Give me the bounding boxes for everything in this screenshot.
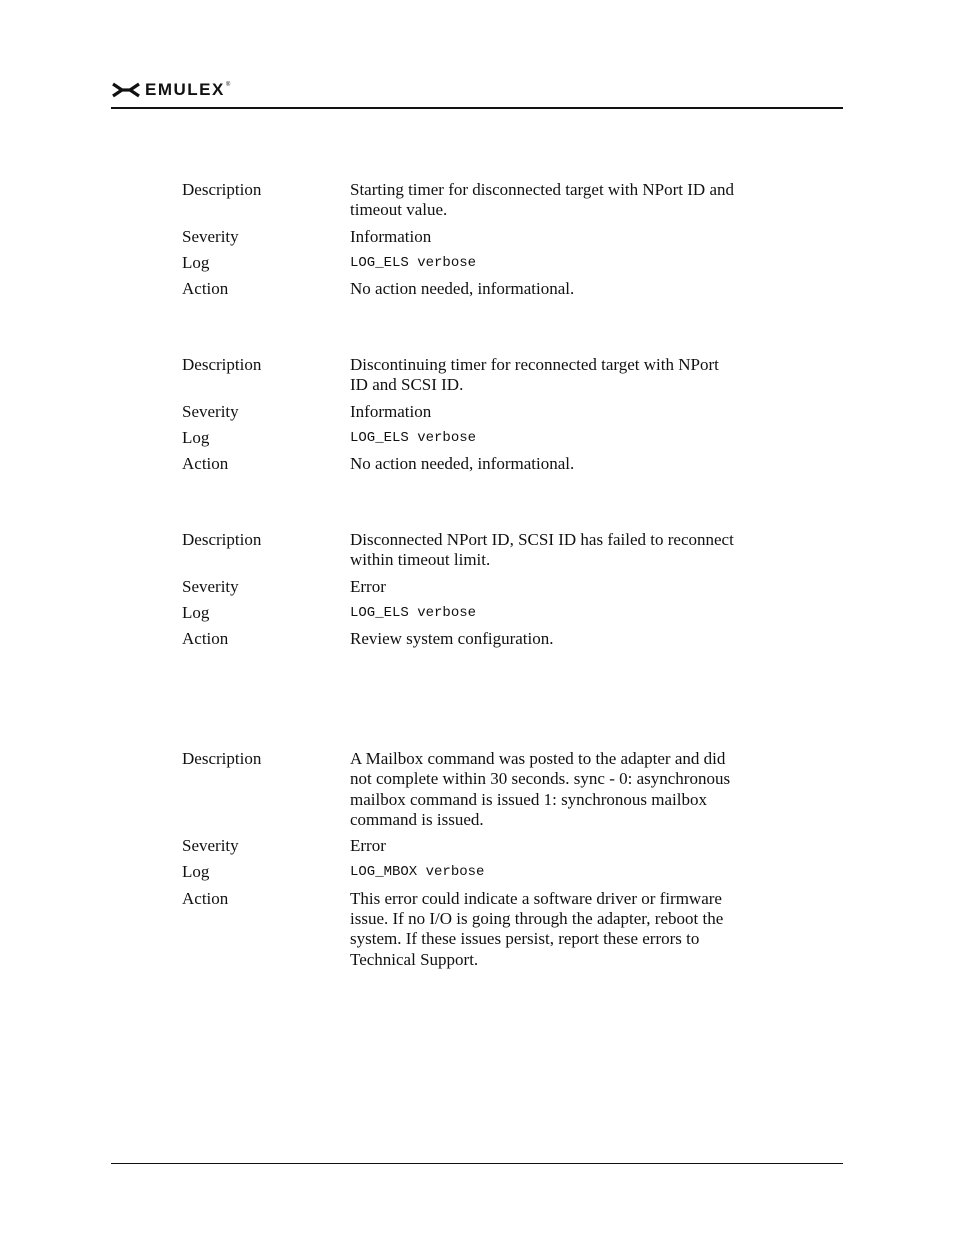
severity-label: Severity (182, 401, 239, 421)
log-value: LOG_ELS verbose (350, 254, 477, 271)
description-value: Starting timer for disconnected target with NPort ID and timeout value. (350, 180, 734, 220)
severity-label: Severity (182, 576, 239, 596)
severity-row (182, 402, 742, 422)
action-row (182, 889, 742, 970)
severity-row (182, 836, 742, 856)
log-label: Log (182, 602, 210, 622)
action-row (182, 629, 742, 649)
message-entry (182, 355, 742, 480)
description-label: Description (182, 530, 262, 549)
log-row (182, 253, 742, 273)
action-label: Action (182, 888, 229, 908)
log-value: LOG_ELS verbose (350, 429, 477, 446)
log-row (182, 862, 742, 882)
description-label: Description (182, 749, 262, 768)
log-label: Log (182, 862, 210, 882)
message-entry (182, 749, 742, 976)
severity-row (182, 227, 742, 247)
footer-rule (111, 1163, 843, 1164)
description-label: Description (182, 180, 262, 199)
description-row (182, 749, 742, 830)
log-label: Log (182, 427, 210, 447)
action-label: Action (182, 629, 229, 649)
action-value: No action needed, informational. (350, 279, 575, 299)
severity-row (182, 577, 742, 597)
description-row (182, 530, 742, 571)
log-label: Log (182, 252, 210, 272)
logo-trademark: ® (225, 82, 231, 88)
log-row (182, 603, 742, 623)
description-value: Discontinuing timer for reconnected target with NPort ID and SCSI ID. (350, 355, 719, 395)
log-value: LOG_ELS verbose (350, 604, 477, 621)
description-value: Disconnected NPort ID, SCSI ID has failed to reconnect within timeout limit. (350, 530, 734, 570)
action-value: Review system configuration. (350, 629, 554, 649)
severity-value: Error (350, 836, 386, 856)
description-value: A Mailbox command was posted to the adapter and did not complete within 30 seconds. sync - 0: asynchronous mailbox command is issued 1: synchronous mailbox command is issued. (350, 749, 731, 829)
description-row (182, 180, 742, 221)
severity-value: Error (350, 576, 386, 596)
action-label: Action (182, 454, 229, 474)
action-value: This error could indicate a software driver or firmware issue. If no I/O is going through the adapter, reboot the system. If these issues persist, report these errors to Technical Support. (350, 888, 724, 969)
emulex-logo-icon (111, 80, 141, 100)
header-rule (111, 107, 843, 109)
log-row (182, 428, 742, 448)
severity-label: Severity (182, 226, 239, 246)
emulex-logo (111, 80, 230, 100)
action-label: Action (182, 279, 229, 299)
description-row (182, 355, 742, 396)
message-entry (182, 530, 742, 655)
severity-value: Information (350, 226, 432, 246)
message-entry (182, 180, 742, 305)
action-row (182, 279, 742, 299)
logo-wordmark: EMULEX (145, 80, 225, 99)
severity-label: Severity (182, 836, 239, 856)
severity-value: Information (350, 401, 432, 421)
description-label: Description (182, 355, 262, 374)
action-value: No action needed, informational. (350, 454, 575, 474)
page-header (111, 78, 843, 110)
action-row (182, 454, 742, 474)
log-value: LOG_MBOX verbose (350, 864, 485, 881)
